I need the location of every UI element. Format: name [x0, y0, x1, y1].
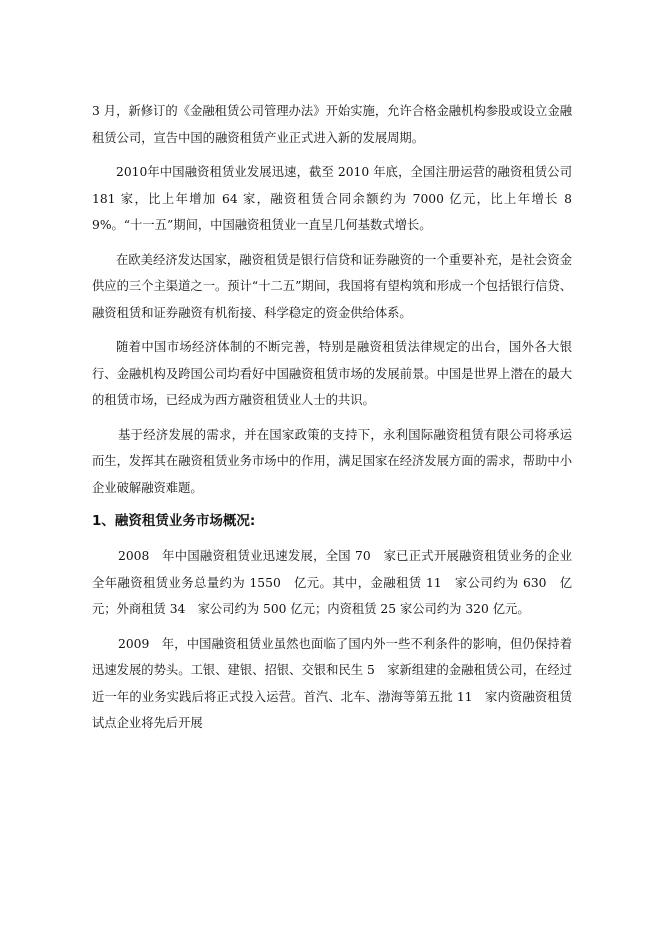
paragraph-2008-market: 2008 年中国融资租赁业迅速发展，全国 70 家已正式开展融资租赁业务的企业全年融资租赁业务总量约为 1550 亿元。其中，金融租赁 11 家公司约为 630 亿元；外商租赁 34 家公司约为 500 亿元；内资租赁 25 家公司约为 320 亿元。 [92, 549, 572, 616]
paragraph-2010-growth: 2010年中国融资租赁业发展迅速，截至 2010 年底，全国注册运营的融资租赁公司 181 家，比上年增加 64 家，融资租赁合同余额约为 7000 亿元，比上年增长 89%。“十一五”期间，中国融资租赁业一直呈几何基数式增长。 [92, 165, 572, 232]
paragraph-company-mission: 基于经济发展的需求，并在国家政策的支持下，永利国际融资租赁有限公司将承运而生，发挥其在融资租赁业务市场中的作用，满足国家在经济发展方面的需求，帮助中小企业破解融资难题。 [92, 427, 572, 495]
paragraph-2009-market: 2009 年，中国融资租赁业虽然也面临了国内外一些不利条件的影响，但仍保持着迅速发展的势头。工银、建银、招银、交银和民生 5 家新组建的金融租赁公司，在经过近一年的业务实践后将正式投入运营。首汽、北车、渤海等第五批 11 家内资融资租赁试点企业将先后开展 [92, 636, 572, 730]
section-heading: 1、融资租赁业务市场概况: [92, 513, 256, 529]
paragraph-western-countries: 在欧美经济发达国家，融资租赁是银行信贷和证券融资的一个重要补充，是社会资金供应的三个主渠道之一。预计“十二五”期间，我国将有望构筑和形成一个包括银行信贷、融资租赁和证券融资有机衔接、科学稳定的资金供给体系。 [92, 252, 572, 320]
paragraph-market-prospects: 随着中国市场经济体制的不断完善，特别是融资租赁法律规定的出台，国外各大银行、金融机构及跨国公司均看好中国融资租赁市场的发展前景。中国是世界上潜在的最大的租赁市场，已经成为西方融资租赁业人士的共识。 [92, 340, 572, 407]
document-body [92, 98, 572, 745]
paragraph-policy-2007: 3 月，新修订的《金融租赁公司管理办法》开始实施，允许合格金融机构参股或设立金融租赁公司，宣告中国的融资租赁产业正式进入新的发展周期。 [92, 104, 572, 145]
